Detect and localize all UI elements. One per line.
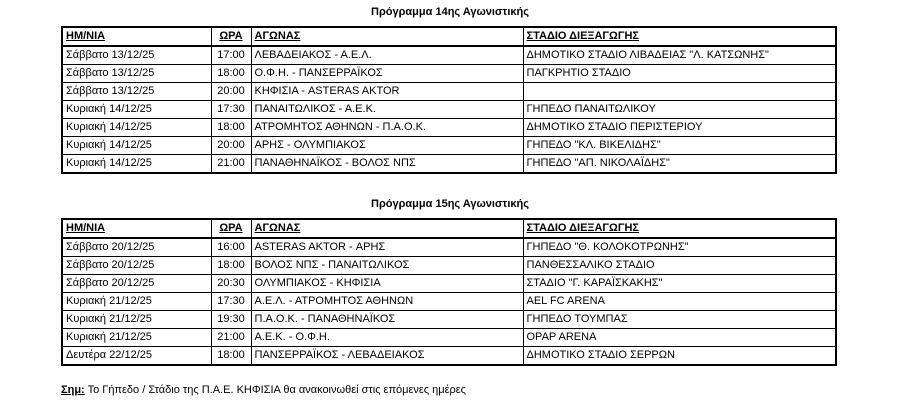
time-cell: 20:00 (211, 137, 251, 155)
time-cell: 20:00 (211, 83, 251, 101)
footnote-text: Το Γήπεδο / Στάδιο της Π.Α.Ε. ΚΗΦΙΣΙΑ θα ανακοινωθεί στις επόμενες ημέρες (84, 384, 466, 396)
match-cell: ΒΟΛΟΣ ΝΠΣ - ΠΑΝΑΙΤΩΛΙΚΟΣ (251, 257, 523, 275)
match-cell: ASTERAS AKTOR - ΑΡΗΣ (251, 238, 523, 257)
date-cell: Σάββατο 13/12/25 (62, 46, 211, 65)
date-cell: Κυριακή 21/12/25 (62, 329, 211, 347)
date-cell: Κυριακή 14/12/25 (62, 155, 211, 174)
venue-cell (523, 83, 836, 101)
round-15-schedule-table (61, 218, 837, 366)
table-row (62, 275, 836, 293)
date-cell: Σάββατο 20/12/25 (62, 238, 211, 257)
footnote (61, 383, 466, 397)
match-cell: ΠΑΝΑΘΗΝΑΪΚΟΣ - ΒΟΛΟΣ ΝΠΣ (251, 155, 523, 174)
table-header-row (62, 219, 836, 238)
match-cell: ΠΑΝΣΕΡΡΑΪΚΟΣ - ΛΕΒΑΔΕΙΑΚΟΣ (251, 347, 523, 366)
round-15-rows (62, 238, 836, 365)
date-cell: Σάββατο 20/12/25 (62, 257, 211, 275)
time-cell: 17:00 (211, 46, 251, 65)
venue-cell: ΓΗΠΕΔΟ "ΑΠ. ΝΙΚΟΛΑΪΔΗΣ" (523, 155, 836, 174)
venue-cell: ΔΗΜΟΤΙΚΟ ΣΤΑΔΙΟ ΣΕΡΡΩΝ (523, 347, 836, 366)
footnote-label: Σημ: (61, 384, 85, 396)
date-cell: Κυριακή 14/12/25 (62, 101, 211, 119)
header-date: ΗΜ/ΝΙΑ (62, 27, 211, 46)
time-cell: 16:00 (211, 238, 251, 257)
time-cell: 19:30 (211, 311, 251, 329)
time-cell: 18:00 (211, 65, 251, 83)
table-row (62, 46, 836, 65)
match-cell: Α.Ε.Κ. - Ο.Φ.Η. (251, 329, 523, 347)
time-cell: 20:30 (211, 275, 251, 293)
time-cell: 21:00 (211, 329, 251, 347)
time-cell: 18:00 (211, 119, 251, 137)
time-cell: 18:00 (211, 257, 251, 275)
date-cell: Κυριακή 14/12/25 (62, 119, 211, 137)
table-row (62, 257, 836, 275)
match-cell: Π.Α.Ο.Κ. - ΠΑΝΑΘΗΝΑΪΚΟΣ (251, 311, 523, 329)
table-row (62, 238, 836, 257)
time-cell: 17:30 (211, 293, 251, 311)
venue-cell: ΣΤΑΔΙΟ "Γ. ΚΑΡΑΪΣΚΑΚΗΣ" (523, 275, 836, 293)
time-cell: 21:00 (211, 155, 251, 174)
venue-cell: ΓΗΠΕΔΟ "ΚΛ. ΒΙΚΕΛΙΔΗΣ" (523, 137, 836, 155)
table-row (62, 65, 836, 83)
match-cell: ΑΤΡΟΜΗΤΟΣ ΑΘΗΝΩΝ - Π.Α.Ο.Κ. (251, 119, 523, 137)
table-row (62, 137, 836, 155)
header-venue: ΣΤΑΔΙΟ ΔΙΕΞΑΓΩΓΗΣ (523, 219, 836, 238)
time-cell: 17:30 (211, 101, 251, 119)
venue-cell: ΓΗΠΕΔΟ ΠΑΝΑΙΤΩΛΙΚΟΥ (523, 101, 836, 119)
venue-cell: AEL FC ARENA (523, 293, 836, 311)
round-14-schedule-table (61, 26, 837, 174)
table-header-row (62, 27, 836, 46)
venue-cell: ΔΗΜΟΤΙΚΟ ΣΤΑΔΙΟ ΠΕΡΙΣΤΕΡΙΟΥ (523, 119, 836, 137)
table-row (62, 311, 836, 329)
match-cell: ΑΡΗΣ - ΟΛΥΜΠΙΑΚΟΣ (251, 137, 523, 155)
match-cell: ΛΕΒΑΔΕΙΑΚΟΣ - Α.Ε.Λ. (251, 46, 523, 65)
round-15-title: Πρόγραμμα 15ης Αγωνιστικής (371, 198, 529, 210)
venue-cell: OPAP ARENA (523, 329, 836, 347)
header-match: ΑΓΩΝΑΣ (251, 27, 523, 46)
time-cell: 18:00 (211, 347, 251, 366)
venue-cell: ΓΗΠΕΔΟ ΤΟΥΜΠΑΣ (523, 311, 836, 329)
table-row (62, 83, 836, 101)
match-cell: Α.Ε.Λ. - ΑΤΡΟΜΗΤΟΣ ΑΘΗΝΩΝ (251, 293, 523, 311)
table-row (62, 293, 836, 311)
table-row (62, 329, 836, 347)
header-time: ΩΡΑ (211, 27, 251, 46)
table-row (62, 155, 836, 174)
date-cell: Κυριακή 21/12/25 (62, 293, 211, 311)
round-14-rows (62, 46, 836, 173)
venue-cell: ΠΑΝΘΕΣΣΑΛΙΚΟ ΣΤΑΔΙΟ (523, 257, 836, 275)
date-cell: Σάββατο 20/12/25 (62, 275, 211, 293)
header-venue: ΣΤΑΔΙΟ ΔΙΕΞΑΓΩΓΗΣ (523, 27, 836, 46)
venue-cell: ΓΗΠΕΔΟ "Θ. ΚΟΛΟΚΟΤΡΩΝΗΣ" (523, 238, 836, 257)
date-cell: Κυριακή 21/12/25 (62, 311, 211, 329)
header-time: ΩΡΑ (211, 219, 251, 238)
table-row (62, 347, 836, 366)
date-cell: Δευτέρα 22/12/25 (62, 347, 211, 366)
date-cell: Σάββατο 13/12/25 (62, 65, 211, 83)
table-row (62, 119, 836, 137)
match-cell: Ο.Φ.Η. - ΠΑΝΣΕΡΡΑΪΚΟΣ (251, 65, 523, 83)
date-cell: Σάββατο 13/12/25 (62, 83, 211, 101)
date-cell: Κυριακή 14/12/25 (62, 137, 211, 155)
header-date: ΗΜ/ΝΙΑ (62, 219, 211, 238)
match-cell: ΚΗΦΙΣΙΑ - ASTERAS AKTOR (251, 83, 523, 101)
venue-cell: ΠΑΓΚΡΗΤΙΟ ΣΤΑΔΙΟ (523, 65, 836, 83)
match-cell: ΟΛΥΜΠΙΑΚΟΣ - ΚΗΦΙΣΙΑ (251, 275, 523, 293)
venue-cell: ΔΗΜΟΤΙΚΟ ΣΤΑΔΙΟ ΛΙΒΑΔΕΙΑΣ "Λ. ΚΑΤΣΩΝΗΣ" (523, 46, 836, 65)
round-14-title: Πρόγραμμα 14ης Αγωνιστικής (371, 6, 529, 18)
table-row (62, 101, 836, 119)
match-cell: ΠΑΝΑΙΤΩΛΙΚΟΣ - Α.Ε.Κ. (251, 101, 523, 119)
header-match: ΑΓΩΝΑΣ (251, 219, 523, 238)
